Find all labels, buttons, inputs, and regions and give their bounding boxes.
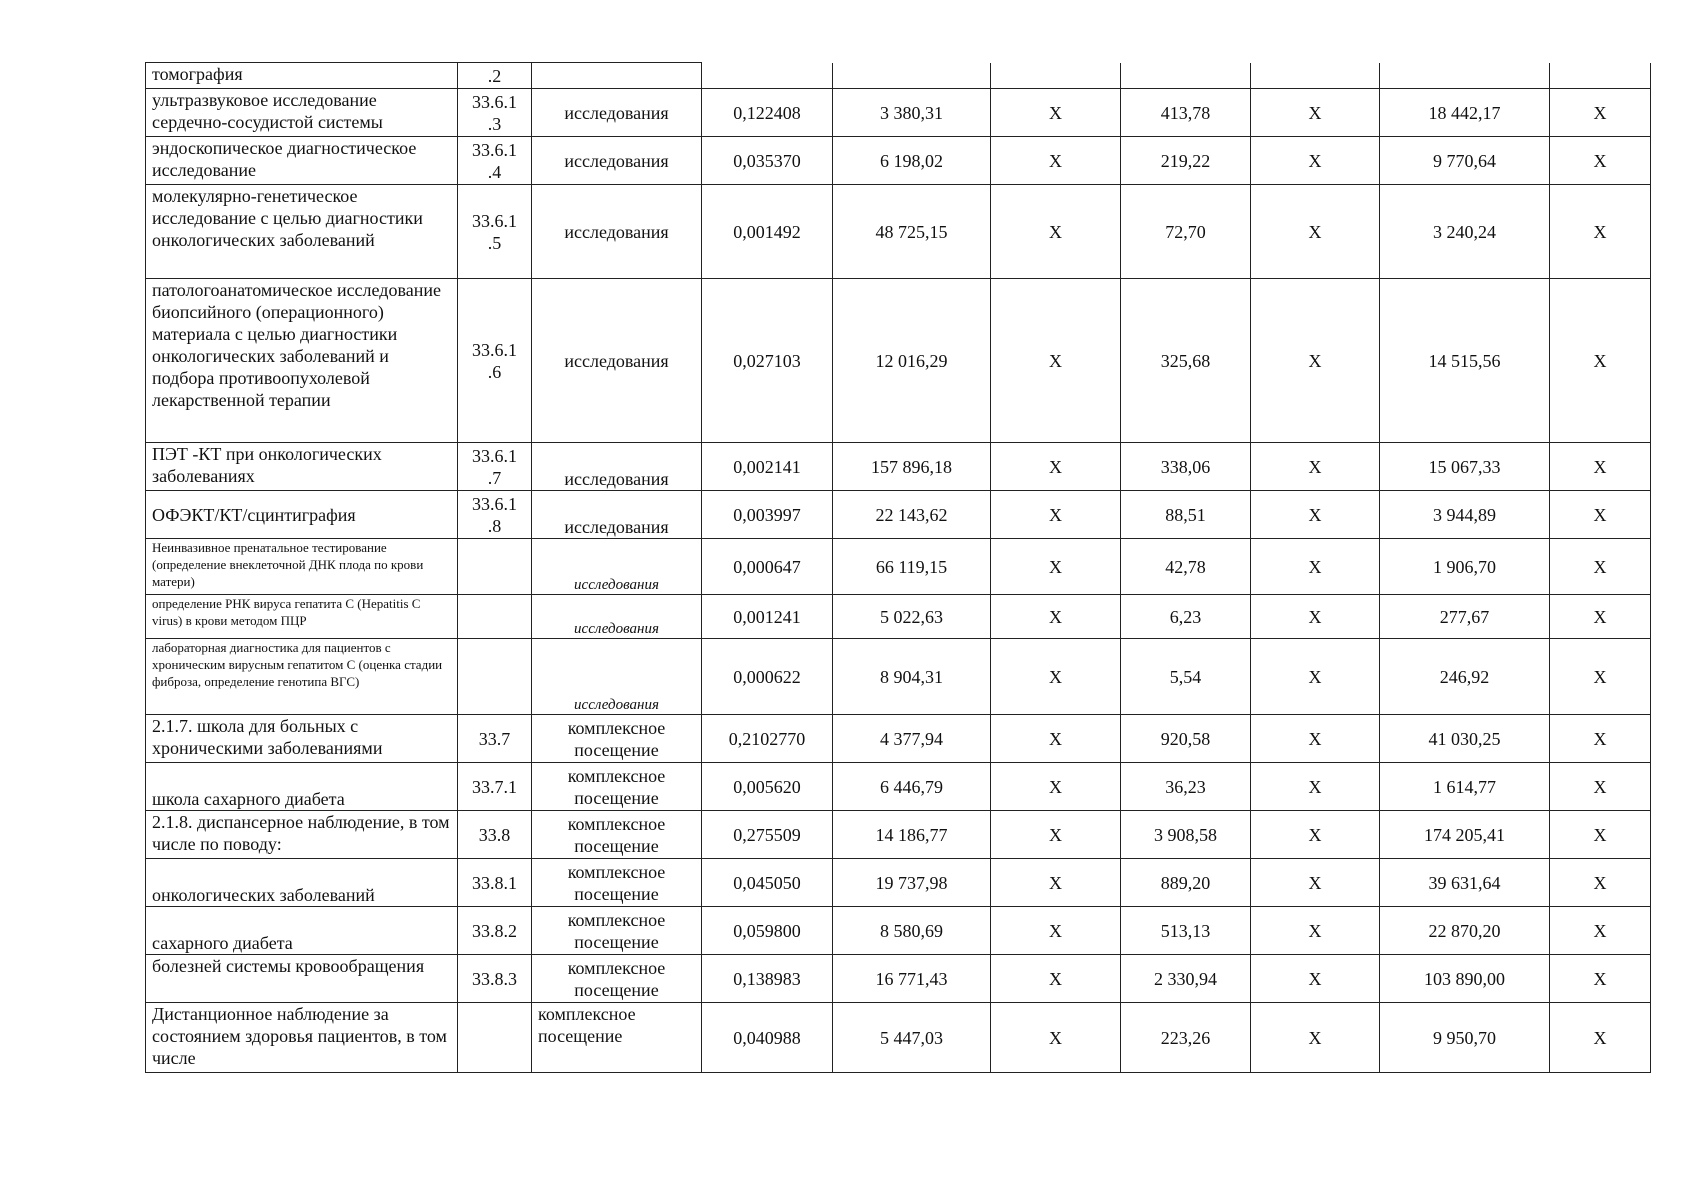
row-cost-cell: 12 016,29: [833, 279, 991, 443]
row-v1-cell: 338,06: [1121, 443, 1251, 491]
row-name-cell: эндоскопическое диагностическое исследование: [146, 137, 458, 185]
row-unit-cell: комплексное посещение: [532, 907, 702, 955]
row-code-cell: 33.8.3: [458, 955, 532, 1003]
row-x3-cell: X: [1550, 811, 1651, 859]
row-x1-cell: X: [991, 811, 1121, 859]
row-unit-cell: исследования: [532, 639, 702, 715]
row-x2-cell: X: [1251, 763, 1380, 811]
row-v1-cell: 42,78: [1121, 539, 1251, 595]
row-x3-cell: X: [1550, 539, 1651, 595]
row-code-cell: .2: [458, 63, 532, 89]
row-x3-cell: X: [1550, 491, 1651, 539]
row-name-cell: патологоанатомическое исследование биопсийного (операционного) материала с целью диагностики онкологических заболеваний и подбора противоопухолевой лекарственной терапии: [146, 279, 458, 443]
row-norm-cell: 0,003997: [702, 491, 833, 539]
row-x3-cell: X: [1550, 137, 1651, 185]
row-cost-cell: 14 186,77: [833, 811, 991, 859]
row-name-cell: ультразвуковое исследование сердечно-сосудистой системы: [146, 89, 458, 137]
row-x1-cell: X: [991, 955, 1121, 1003]
row-x1-cell: X: [991, 539, 1121, 595]
row-x1-cell: X: [991, 859, 1121, 907]
row-code-cell: 33.7: [458, 715, 532, 763]
row-v2-cell: 9 770,64: [1380, 137, 1550, 185]
row-unit-cell: исследования: [532, 491, 702, 539]
row-code-cell: 33.6.1 .8: [458, 491, 532, 539]
row-x1-cell: X: [991, 595, 1121, 639]
row-name-cell: сахарного диабета: [146, 907, 458, 955]
row-unit-cell: [532, 63, 702, 89]
row-unit-cell: комплексное посещение: [532, 859, 702, 907]
row-x2-cell: X: [1251, 279, 1380, 443]
row-v1-cell: 219,22: [1121, 137, 1251, 185]
row-cost-cell: 19 737,98: [833, 859, 991, 907]
row-x3-cell: X: [1550, 89, 1651, 137]
table-row: [146, 811, 1651, 859]
row-unit-cell: комплексное посещение: [532, 811, 702, 859]
row-v1-cell: 325,68: [1121, 279, 1251, 443]
row-x2-cell: X: [1251, 443, 1380, 491]
row-code-cell: 33.8.2: [458, 907, 532, 955]
row-name-cell: школа сахарного диабета: [146, 763, 458, 811]
row-x1-cell: X: [991, 491, 1121, 539]
row-cost-cell: [833, 63, 991, 89]
row-x3-cell: X: [1550, 185, 1651, 279]
table-row: [146, 89, 1651, 137]
table-row: [146, 715, 1651, 763]
row-code-cell: 33.7.1: [458, 763, 532, 811]
row-x2-cell: X: [1251, 1003, 1380, 1073]
row-v1-cell: 920,58: [1121, 715, 1251, 763]
row-v1-cell: 88,51: [1121, 491, 1251, 539]
row-name-cell: 2.1.8. диспансерное наблюдение, в том числе по поводу:: [146, 811, 458, 859]
row-x1-cell: X: [991, 907, 1121, 955]
row-norm-cell: 0,000622: [702, 639, 833, 715]
table-row: [146, 955, 1651, 1003]
row-unit-cell: комплексное посещение: [532, 763, 702, 811]
row-norm-cell: 0,002141: [702, 443, 833, 491]
row-v2-cell: 103 890,00: [1380, 955, 1550, 1003]
row-cost-cell: 8 904,31: [833, 639, 991, 715]
row-x3-cell: X: [1550, 763, 1651, 811]
row-name-cell: ПЭТ -КТ при онкологических заболеваниях: [146, 443, 458, 491]
row-cost-cell: 8 580,69: [833, 907, 991, 955]
row-unit-cell: исследования: [532, 89, 702, 137]
row-norm-cell: 0,138983: [702, 955, 833, 1003]
row-x3-cell: X: [1550, 639, 1651, 715]
row-norm-cell: 0,040988: [702, 1003, 833, 1073]
row-cost-cell: 157 896,18: [833, 443, 991, 491]
row-unit-cell: исследования: [532, 539, 702, 595]
row-code-cell: 33.8: [458, 811, 532, 859]
row-name-cell: лабораторная диагностика для пациентов с хроническим вирусным гепатитом С (оценка стадии фиброза, определение генотипа ВГС): [146, 639, 458, 715]
table-row: [146, 859, 1651, 907]
row-v2-cell: 277,67: [1380, 595, 1550, 639]
row-x3-cell: X: [1550, 955, 1651, 1003]
row-x1-cell: X: [991, 443, 1121, 491]
row-name-cell: Дистанционное наблюдение за состоянием здоровья пациентов, в том числе: [146, 1003, 458, 1073]
row-x1-cell: X: [991, 639, 1121, 715]
table-row: [146, 1003, 1651, 1073]
row-x2-cell: X: [1251, 89, 1380, 137]
row-v1-cell: [1121, 63, 1251, 89]
row-v2-cell: 3 944,89: [1380, 491, 1550, 539]
table-row: [146, 907, 1651, 955]
row-code-cell: 33.6.1 .3: [458, 89, 532, 137]
row-norm-cell: 0,001492: [702, 185, 833, 279]
row-x1-cell: X: [991, 279, 1121, 443]
row-x1-cell: X: [991, 89, 1121, 137]
row-x2-cell: X: [1251, 859, 1380, 907]
table-row: [146, 185, 1651, 279]
row-name-cell: 2.1.7. школа для больных с хроническими заболеваниями: [146, 715, 458, 763]
row-unit-cell: комплексное посещение: [532, 955, 702, 1003]
row-x2-cell: X: [1251, 539, 1380, 595]
table-row: [146, 595, 1651, 639]
table-row: [146, 63, 1651, 89]
row-cost-cell: 5 447,03: [833, 1003, 991, 1073]
row-norm-cell: 0,001241: [702, 595, 833, 639]
row-v2-cell: 174 205,41: [1380, 811, 1550, 859]
row-x1-cell: X: [991, 715, 1121, 763]
table-row: [146, 491, 1651, 539]
row-code-cell: 33.6.1 .7: [458, 443, 532, 491]
row-v1-cell: 6,23: [1121, 595, 1251, 639]
row-name-cell: Неинвазивное пренатальное тестирование (определение внеклеточной ДНК плода по крови матери): [146, 539, 458, 595]
row-unit-cell: исследования: [532, 185, 702, 279]
row-x3-cell: X: [1550, 1003, 1651, 1073]
row-norm-cell: 0,005620: [702, 763, 833, 811]
row-v2-cell: 14 515,56: [1380, 279, 1550, 443]
row-x2-cell: X: [1251, 955, 1380, 1003]
row-unit-cell: исследования: [532, 595, 702, 639]
row-v1-cell: 2 330,94: [1121, 955, 1251, 1003]
row-cost-cell: 3 380,31: [833, 89, 991, 137]
row-x2-cell: X: [1251, 715, 1380, 763]
row-x2-cell: X: [1251, 907, 1380, 955]
row-v2-cell: 9 950,70: [1380, 1003, 1550, 1073]
row-name-cell: молекулярно-генетическое исследование с целью диагностики онкологических заболеваний: [146, 185, 458, 279]
row-v2-cell: 246,92: [1380, 639, 1550, 715]
row-x2-cell: X: [1251, 491, 1380, 539]
row-unit-cell: комплексное посещение: [532, 1003, 702, 1073]
table-row: [146, 443, 1651, 491]
table-row: [146, 279, 1651, 443]
row-v2-cell: [1380, 63, 1550, 89]
row-x3-cell: X: [1550, 443, 1651, 491]
row-norm-cell: 0,000647: [702, 539, 833, 595]
row-cost-cell: 16 771,43: [833, 955, 991, 1003]
row-unit-cell: исследования: [532, 279, 702, 443]
row-x2-cell: X: [1251, 639, 1380, 715]
row-norm-cell: 0,275509: [702, 811, 833, 859]
row-code-cell: 33.6.1 .6: [458, 279, 532, 443]
row-norm-cell: 0,027103: [702, 279, 833, 443]
row-norm-cell: [702, 63, 833, 89]
row-x2-cell: X: [1251, 185, 1380, 279]
row-v1-cell: 413,78: [1121, 89, 1251, 137]
row-v1-cell: 5,54: [1121, 639, 1251, 715]
row-unit-cell: исследования: [532, 443, 702, 491]
row-v2-cell: 41 030,25: [1380, 715, 1550, 763]
row-v1-cell: 36,23: [1121, 763, 1251, 811]
row-x1-cell: X: [991, 1003, 1121, 1073]
row-code-cell: [458, 1003, 532, 1073]
row-code-cell: [458, 539, 532, 595]
row-v1-cell: 3 908,58: [1121, 811, 1251, 859]
table-row: [146, 763, 1651, 811]
row-x1-cell: X: [991, 763, 1121, 811]
row-cost-cell: 5 022,63: [833, 595, 991, 639]
row-code-cell: [458, 639, 532, 715]
row-v2-cell: 39 631,64: [1380, 859, 1550, 907]
row-norm-cell: 0,045050: [702, 859, 833, 907]
row-x2-cell: X: [1251, 137, 1380, 185]
table-row: [146, 137, 1651, 185]
row-x2-cell: [1251, 63, 1380, 89]
row-x1-cell: [991, 63, 1121, 89]
row-name-cell: онкологических заболеваний: [146, 859, 458, 907]
table-row: [146, 539, 1651, 595]
table-row: [146, 639, 1651, 715]
row-x2-cell: X: [1251, 595, 1380, 639]
row-code-cell: 33.8.1: [458, 859, 532, 907]
row-v1-cell: 72,70: [1121, 185, 1251, 279]
row-name-cell: болезней системы кровообращения: [146, 955, 458, 1003]
row-name-cell: томография: [146, 63, 458, 89]
row-cost-cell: 6 198,02: [833, 137, 991, 185]
row-cost-cell: 4 377,94: [833, 715, 991, 763]
row-norm-cell: 0,2102770: [702, 715, 833, 763]
row-x1-cell: X: [991, 185, 1121, 279]
row-norm-cell: 0,122408: [702, 89, 833, 137]
row-code-cell: 33.6.1 .4: [458, 137, 532, 185]
row-v1-cell: 513,13: [1121, 907, 1251, 955]
row-x3-cell: X: [1550, 595, 1651, 639]
row-x3-cell: [1550, 63, 1651, 89]
row-x2-cell: X: [1251, 811, 1380, 859]
row-x3-cell: X: [1550, 279, 1651, 443]
row-cost-cell: 66 119,15: [833, 539, 991, 595]
row-v2-cell: 18 442,17: [1380, 89, 1550, 137]
row-unit-cell: комплексное посещение: [532, 715, 702, 763]
row-v2-cell: 1 614,77: [1380, 763, 1550, 811]
row-v2-cell: 3 240,24: [1380, 185, 1550, 279]
row-code-cell: [458, 595, 532, 639]
row-x3-cell: X: [1550, 907, 1651, 955]
row-x1-cell: X: [991, 137, 1121, 185]
row-norm-cell: 0,059800: [702, 907, 833, 955]
row-cost-cell: 48 725,15: [833, 185, 991, 279]
row-x3-cell: X: [1550, 715, 1651, 763]
table-body: [146, 63, 1651, 1073]
row-v2-cell: 22 870,20: [1380, 907, 1550, 955]
row-code-cell: 33.6.1 .5: [458, 185, 532, 279]
row-name-cell: определение РНК вируса гепатита С (Hepatitis C virus) в крови методом ПЦР: [146, 595, 458, 639]
row-unit-cell: исследования: [532, 137, 702, 185]
tariff-table: [145, 62, 1651, 1073]
row-v1-cell: 889,20: [1121, 859, 1251, 907]
row-norm-cell: 0,035370: [702, 137, 833, 185]
row-cost-cell: 22 143,62: [833, 491, 991, 539]
row-x3-cell: X: [1550, 859, 1651, 907]
row-name-cell: ОФЭКТ/КТ/сцинтиграфия: [146, 491, 458, 539]
row-v2-cell: 15 067,33: [1380, 443, 1550, 491]
row-v1-cell: 223,26: [1121, 1003, 1251, 1073]
row-v2-cell: 1 906,70: [1380, 539, 1550, 595]
row-cost-cell: 6 446,79: [833, 763, 991, 811]
